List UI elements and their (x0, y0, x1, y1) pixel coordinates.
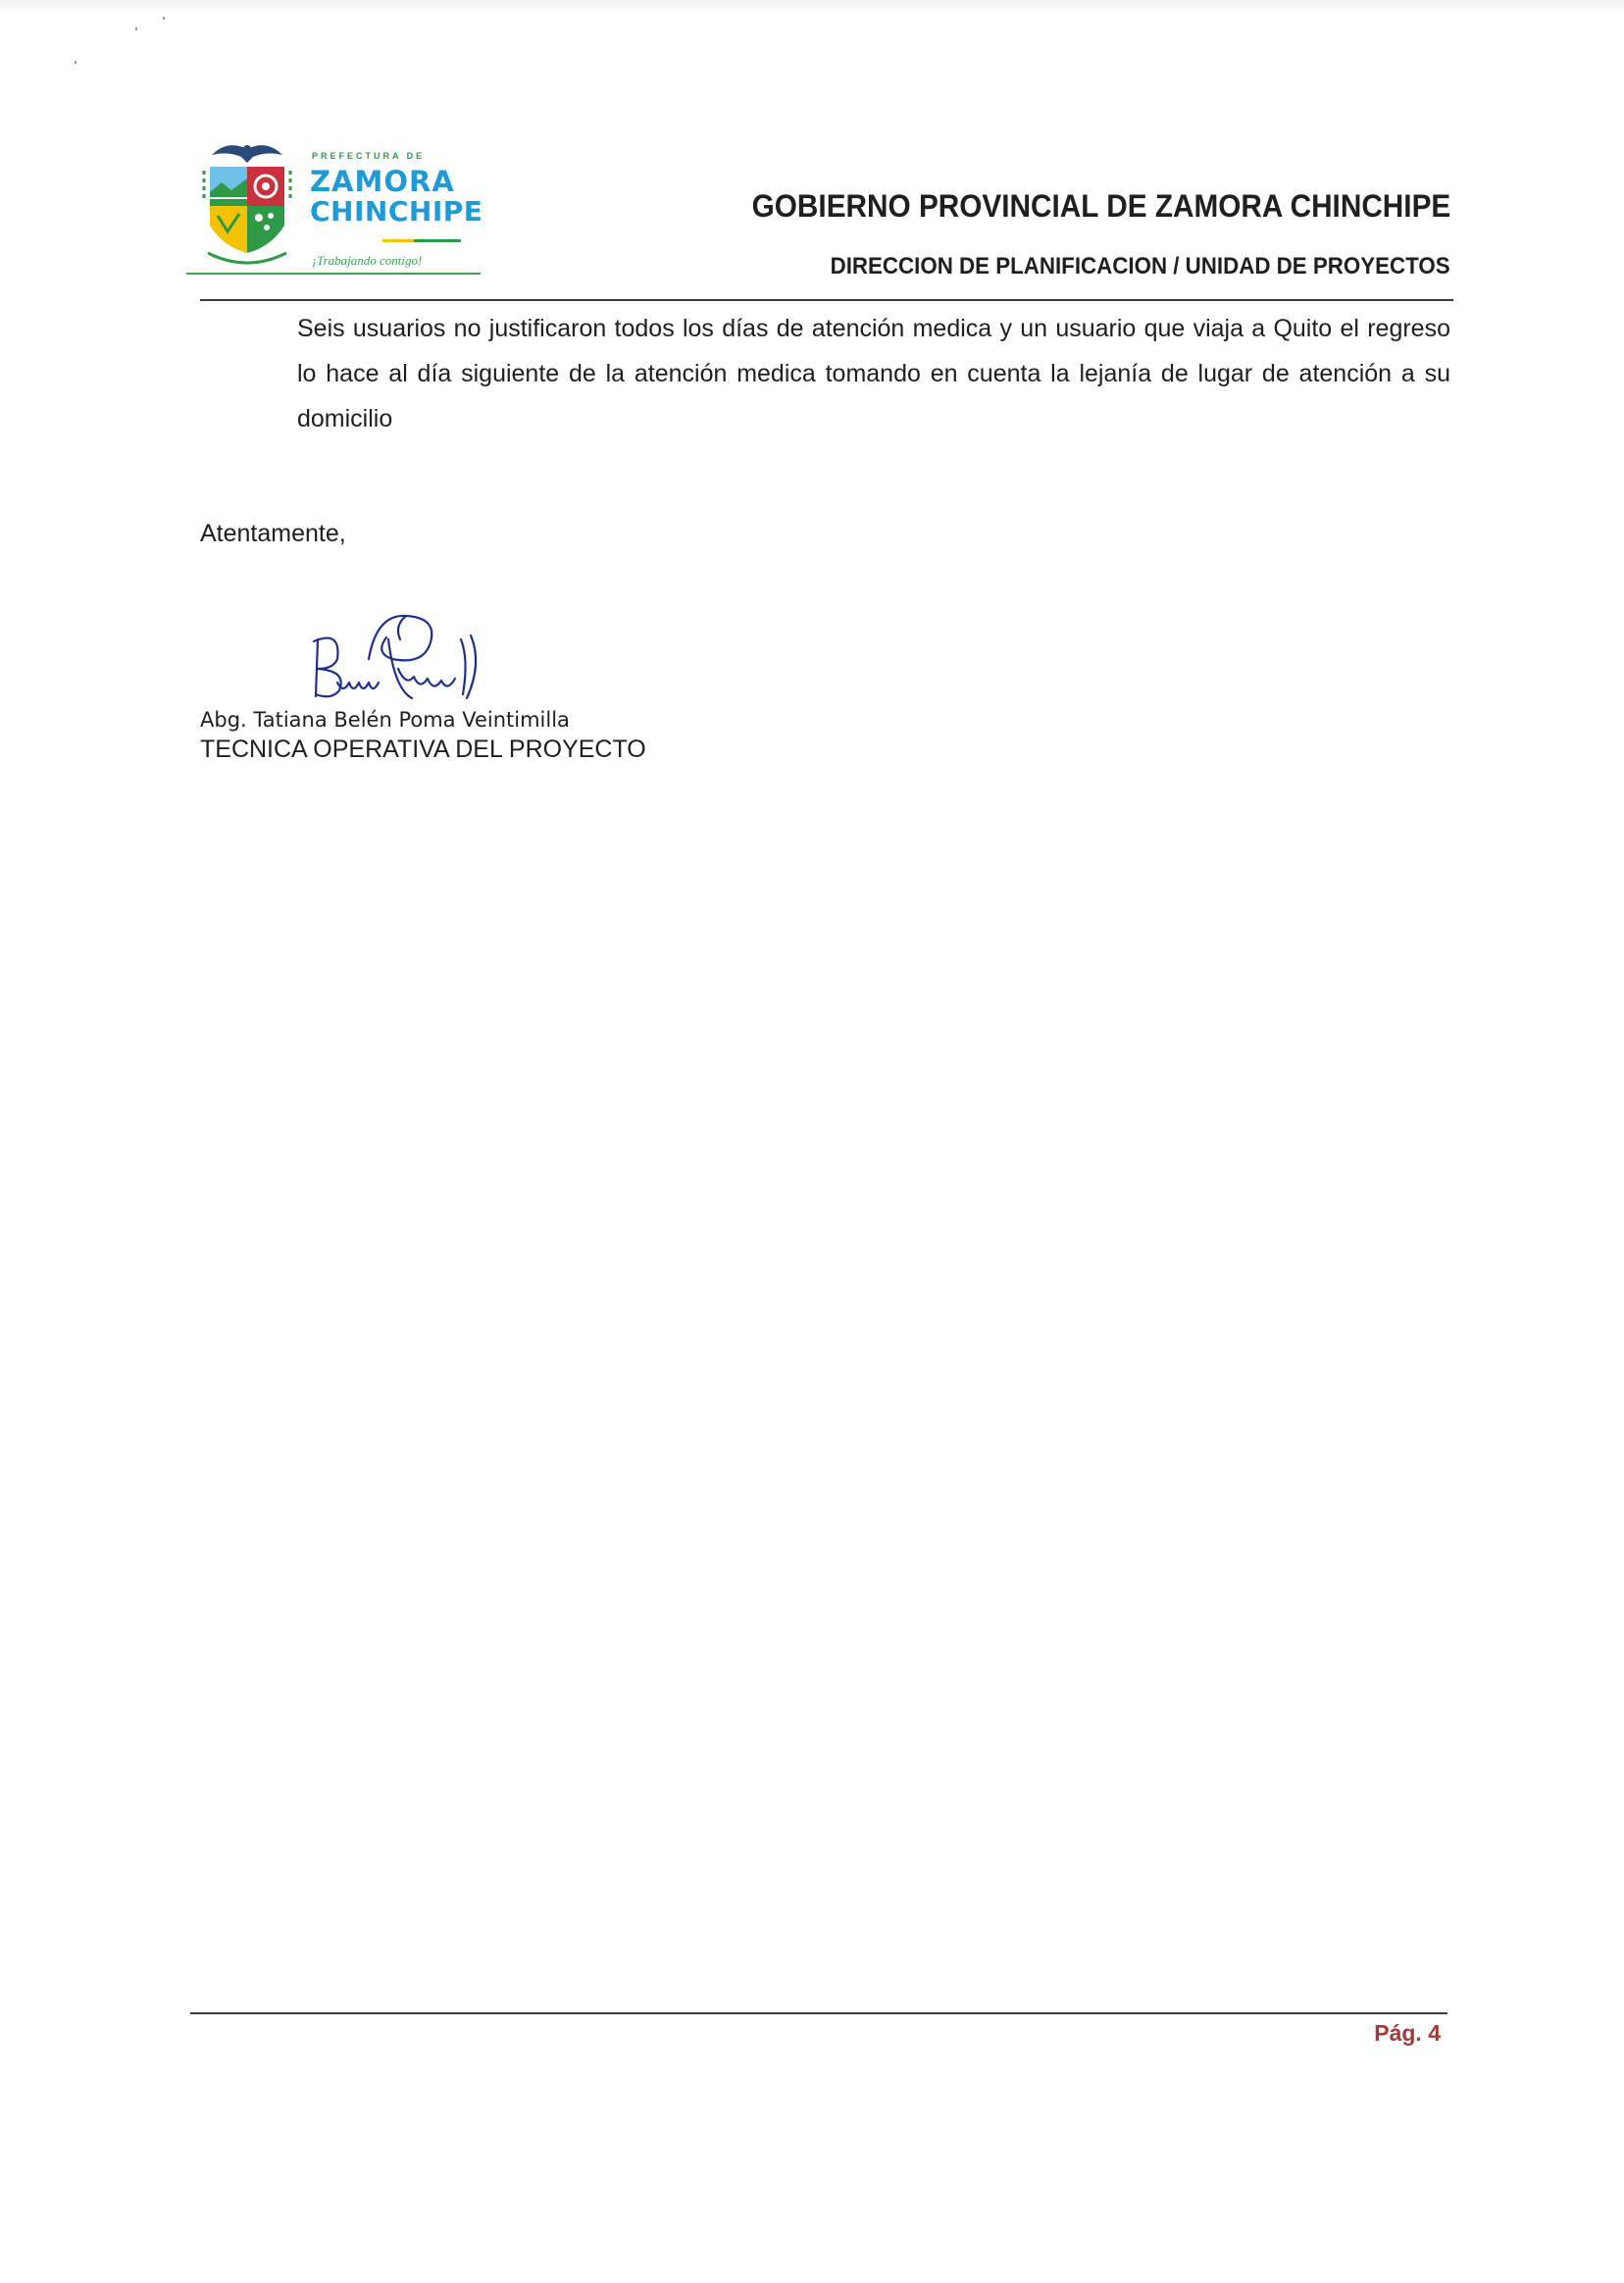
document-header-subtitle: DIRECCION DE PLANIFICACION / UNIDAD DE PROYECTOS (830, 253, 1450, 279)
scan-speck (135, 27, 137, 30)
logo-baseline (186, 273, 481, 275)
signer-role: TECNICA OPERATIVA DEL PROYECTO (200, 736, 646, 763)
logo-slogan: ¡Trabajando contigo! (312, 253, 423, 268)
handwritten-signature (304, 600, 500, 713)
closing-salutation: Atentamente, (200, 520, 346, 547)
header-divider (200, 299, 1453, 301)
coat-of-arms-icon (198, 137, 296, 279)
document-header-title: GOBIERNO PROVINCIAL DE ZAMORA CHINCHIPE (751, 188, 1450, 224)
logo-accent-bar (382, 239, 461, 242)
logo-prefectura-text: PREFECTURA DE (312, 151, 426, 161)
logo-word-zamora: ZAMORA (310, 165, 455, 198)
body-paragraph: Seis usuarios no justificaron todos los días de atención medica y un usuario que viaja a Quito el regreso lo hace al día siguiente de la atención medica tomando en cuenta la lejanía de lugar de atención a su domicilio (297, 315, 1450, 432)
scan-speck (75, 61, 76, 64)
footer-divider (190, 2012, 1447, 2014)
logo-word-chinchipe: CHINCHIPE (310, 195, 483, 228)
scan-top-shadow (0, 0, 1624, 14)
page-number: Pág. 4 (1374, 2020, 1441, 2046)
signer-name: Abg. Tatiana Belén Poma Veintimilla (200, 708, 570, 732)
scan-speck (163, 17, 165, 20)
prefectura-logo (186, 137, 481, 284)
